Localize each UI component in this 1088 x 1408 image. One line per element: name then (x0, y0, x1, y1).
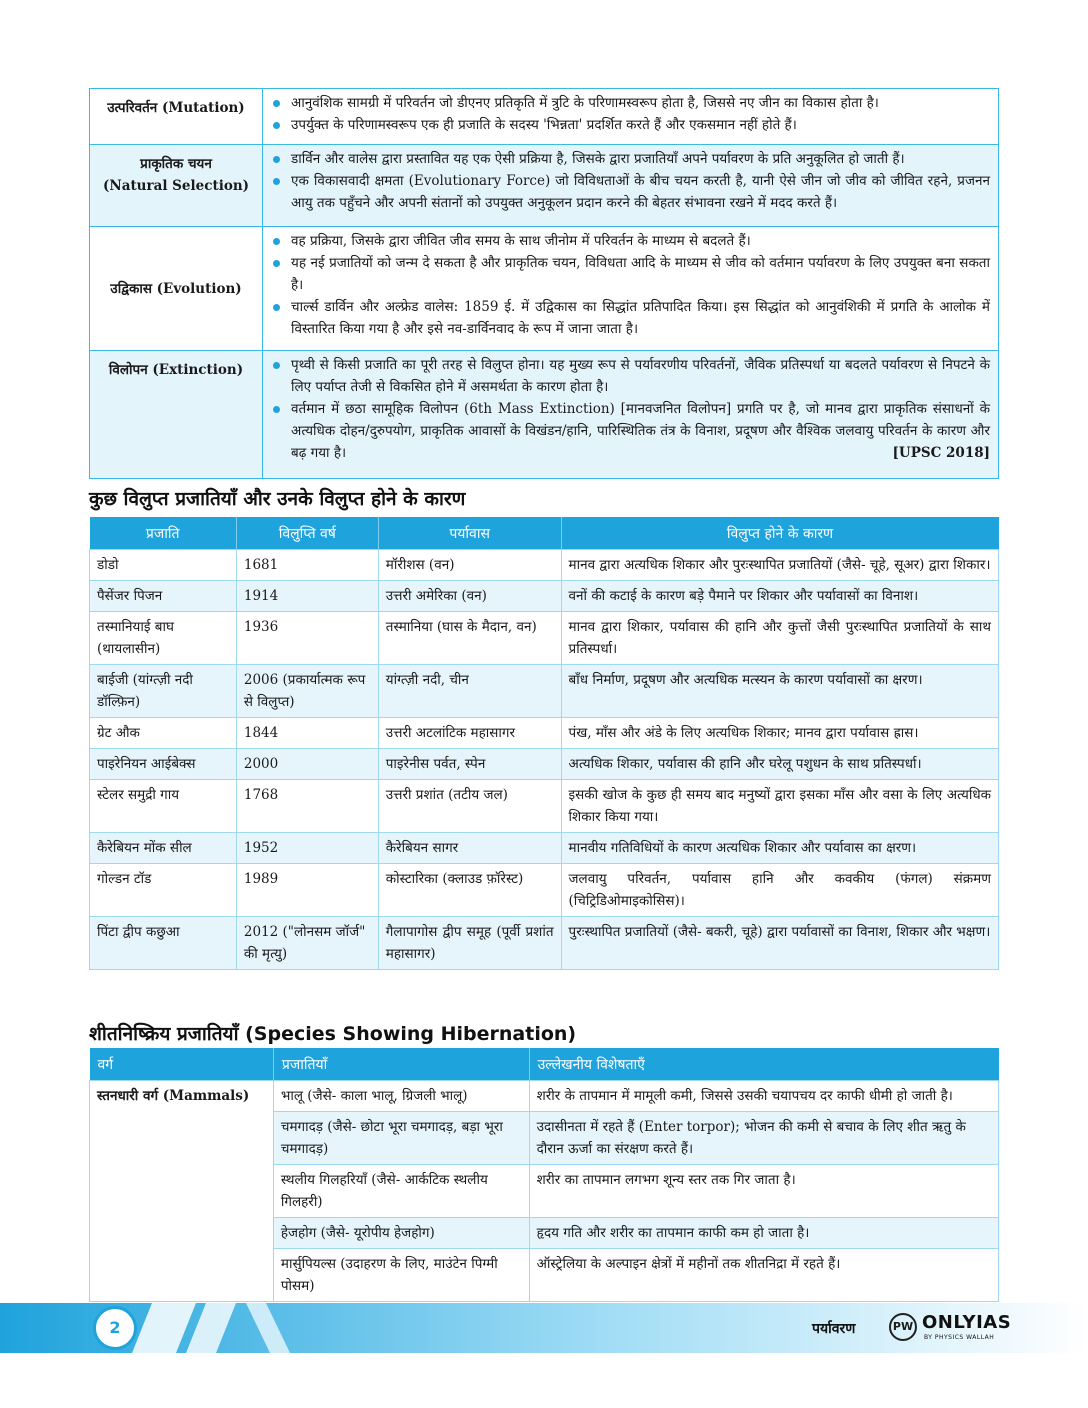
concept-row (90, 351, 999, 479)
hibernating-species-cell: स्थलीय गिलहरियाँ (जैसे- आर्कटिक स्थलीय गिलहरी) (273, 1165, 529, 1218)
table-row (90, 864, 999, 917)
hibernation-table (89, 1048, 999, 1302)
concept-term: विलोपन (Extinction) (90, 351, 263, 479)
species-cell: डोडो (90, 550, 237, 581)
column-header: वर्ग (90, 1048, 274, 1081)
habitat-cell: मॉरीशस (वन) (378, 550, 561, 581)
table-row (90, 612, 999, 665)
habitat-cell: तस्मानिया (घास के मैदान, वन) (378, 612, 561, 665)
reason-cell: बाँध निर्माण, प्रदूषण और अत्यधिक मत्स्यन के कारण पर्यावासों का क्षरण। (561, 665, 998, 718)
extinction-year-cell: 1952 (236, 833, 378, 864)
feature-cell: ऑस्ट्रेलिया के अल्पाइन क्षेत्रों में महीनों तक शीतनिद्रा में रहते हैं। (529, 1249, 998, 1302)
extinction-year-cell: 1768 (236, 780, 378, 833)
table-header-row (90, 1048, 999, 1081)
habitat-cell: उत्तरी अटलांटिक महासागर (378, 718, 561, 749)
habitat-cell: पाइरेनीस पर्वत, स्पेन (378, 749, 561, 780)
bullet-point: वह प्रक्रिया, जिसके द्वारा जीवित जीव समय के साथ जीनोम में परिवर्तन के माध्यम से बदलते हैं। (271, 230, 990, 252)
brand-logo: ONLYIAS (922, 1312, 1012, 1333)
upsc-citation: [UPSC 2018] (892, 445, 990, 461)
extinction-year-cell: 1936 (236, 612, 378, 665)
bullet-point: वर्तमान में छठा सामूहिक विलोपन (6th Mass Extinction) [मानवजनित विलोपन] प्रगति पर है, जो मानव द्वारा प्राकृतिक संसाधनों के अत्यधिक दोहन/दुरुपयोग, प्राकृतिक आवासों के विखंडन/हानि, पारिस्थितिक तंत्र के विनाश, प्रदूषण और वैश्विक जलवायु परिवर्तन के कारण और बढ़ गया है। [UPSC 2018] (271, 398, 990, 464)
concept-row (90, 89, 999, 145)
species-cell: ग्रेट औक (90, 718, 237, 749)
species-cell: पिंटा द्वीप कछुआ (90, 917, 237, 970)
table-row (90, 665, 999, 718)
page-number: 2 (93, 1306, 137, 1350)
concept-description (263, 351, 999, 479)
extinct-species-table (89, 517, 999, 970)
bullet-point: डार्विन और वालेस द्वारा प्रस्तावित यह एक ऐसी प्रक्रिया है, जिसके द्वारा प्रजातियाँ अपने पर्यावरण के प्रति अनुकूलित हो जाती हैं। (271, 148, 990, 170)
reason-cell: इसकी खोज के कुछ ही समय बाद मनुष्यों द्वारा इसका माँस और वसा के लिए अत्यधिक शिकार किया गया। (561, 780, 998, 833)
extinct-species-heading: कुछ विलुप्त प्रजातियाँ और उनके विलुप्त होने के कारण (89, 488, 466, 510)
feature-cell: शरीर के तापमान में मामूली कमी, जिससे उसकी चयापचय दर काफी धीमी हो जाती है। (529, 1081, 998, 1112)
extinction-year-cell: 1914 (236, 581, 378, 612)
species-cell: गोल्डन टॉड (90, 864, 237, 917)
column-header: विलुप्ति वर्ष (236, 517, 378, 550)
bullet-point: एक विकासवादी क्षमता (Evolutionary Force) जो विविधताओं के बीच चयन करती है, यानी ऐसे जीन जो जीव को जीवित रहने, प्रजनन आयु तक पहुँचने और अपनी संतानों को उपयुक्त अनुकूलन प्रदान करने की बेहतर संभावना रखने में मदद करते हैं। (271, 170, 990, 214)
concept-definitions-table (89, 88, 999, 479)
species-cell: पाइरेनियन आईबेक्स (90, 749, 237, 780)
concept-row (90, 227, 999, 351)
extinction-year-cell: 2000 (236, 749, 378, 780)
bullet-point: उपर्युक्त के परिणामस्वरूप एक ही प्रजाति के सदस्य 'भिन्नता' प्रदर्शित करते हैं और एकसमान नहीं होते हैं। (271, 114, 990, 136)
reason-cell: जलवायु परिवर्तन, पर्यावास हानि और कवकीय (फंगल) संक्रमण (चिट्रिडिओमाइकोसिस)। (561, 864, 998, 917)
concept-row (90, 145, 999, 227)
concept-term: उद्विकास (Evolution) (90, 227, 263, 351)
class-group-cell: स्तनधारी वर्ग (Mammals) (90, 1081, 274, 1302)
species-cell: कैरेबियन मोंक सील (90, 833, 237, 864)
column-header: प्रजातियाँ (273, 1048, 529, 1081)
hibernating-species-cell: मार्सुपियल्स (उदाहरण के लिए, माउंटेन पिग्मी पोसम) (273, 1249, 529, 1302)
species-cell: तस्मानियाई बाघ (थायलासीन) (90, 612, 237, 665)
table-row (90, 833, 999, 864)
pw-logo-icon: PW (889, 1313, 917, 1341)
concept-description (263, 89, 999, 145)
table-row (90, 780, 999, 833)
table-row (90, 917, 999, 970)
column-header: उल्लेखनीय विशेषताएँ (529, 1048, 998, 1081)
concept-term: प्राकृतिक चयन (Natural Selection) (90, 145, 263, 227)
extinction-year-cell: 1989 (236, 864, 378, 917)
column-header: विलुप्त होने के कारण (561, 517, 998, 550)
species-cell: पैसेंजर पिजन (90, 581, 237, 612)
table-row (90, 718, 999, 749)
table-row (90, 1081, 999, 1112)
bullet-point: आनुवंशिक सामग्री में परिवर्तन जो डीएनए प्रतिकृति में त्रुटि के परिणामस्वरूप होता है, जिससे नए जीन का विकास होता है। (271, 92, 990, 114)
table-row (90, 581, 999, 612)
subject-label: पर्यावरण (812, 1321, 856, 1337)
hibernating-species-cell: चमगादड़ (जैसे- छोटा भूरा चमगादड़, बड़ा भूरा चमगादड़) (273, 1112, 529, 1165)
concept-description (263, 227, 999, 351)
bullet-point: यह नई प्रजातियों को जन्म दे सकता है और प्राकृतिक चयन, विविधता आदि के माध्यम से जीव को वर्तमान पर्यावरण के लिए उपयुक्त बना सकता है। (271, 252, 990, 296)
table-header-row (90, 517, 999, 550)
table-row (90, 749, 999, 780)
extinction-year-cell: 2006 (प्रकार्यात्मक रूप से विलुप्त) (236, 665, 378, 718)
concept-term: उत्परिवर्तन (Mutation) (90, 89, 263, 145)
reason-cell: मानवीय गतिविधियों के कारण अत्यधिक शिकार और पर्यावास का क्षरण। (561, 833, 998, 864)
hibernating-species-cell: हेजहोग (जैसे- यूरोपीय हेजहोग) (273, 1218, 529, 1249)
reason-cell: अत्यधिक शिकार, पर्यावास की हानि और घरेलू पशुधन के साथ प्रतिस्पर्धा। (561, 749, 998, 780)
habitat-cell: उत्तरी प्रशांत (तटीय जल) (378, 780, 561, 833)
reason-cell: पुरःस्थापित प्रजातियों (जैसे- बकरी, चूहे) द्वारा पर्यावासों का विनाश, शिकार और भक्षण। (561, 917, 998, 970)
bullet-point: चार्ल्स डार्विन और अल्फ्रेड वालेस: 1859 ई. में उद्विकास का सिद्धांत प्रतिपादित किया। इस सिद्धांत को आनुवंशिकी में प्रगति के आलोक में विस्तारित किया गया है और इसे नव-डार्विनवाद के रूप में जाना जाता है। (271, 296, 990, 340)
habitat-cell: यांग्त्ज़ी नदी, चीन (378, 665, 561, 718)
column-header: पर्यावास (378, 517, 561, 550)
extinction-year-cell: 1681 (236, 550, 378, 581)
page-footer (0, 1303, 1088, 1353)
habitat-cell: उत्तरी अमेरिका (वन) (378, 581, 561, 612)
extinction-year-cell: 1844 (236, 718, 378, 749)
extinction-year-cell: 2012 ("लोनसम जॉर्ज" की मृत्यु) (236, 917, 378, 970)
bullet-point: पृथ्वी से किसी प्रजाति का पूरी तरह से विलुप्त होना। यह मुख्य रूप से पर्यावरणीय परिवर्तनों, जैविक प्रतिस्पर्धा या बदलते पर्यावरण से निपटने के लिए पर्याप्त तेजी से विकसित होने में असमर्थता के कारण होता है। (271, 354, 990, 398)
feature-cell: हृदय गति और शरीर का तापमान काफी कम हो जाता है। (529, 1218, 998, 1249)
table-row (90, 550, 999, 581)
reason-cell: पंख, माँस और अंडे के लिए अत्यधिक शिकार; मानव द्वारा पर्यावास ह्रास। (561, 718, 998, 749)
reason-cell: मानव द्वारा अत्यधिक शिकार और पुरःस्थापित प्रजातियों (जैसे- चूहे, सूअर) द्वारा शिकार। (561, 550, 998, 581)
brand-tagline: BY PHYSICS WALLAH (924, 1334, 995, 1341)
habitat-cell: कोस्टारिका (क्लाउड फ़ॉरेस्ट) (378, 864, 561, 917)
reason-cell: मानव द्वारा शिकार, पर्यावास की हानि और कुत्तों जैसी पुरःस्थापित प्रजातियों के साथ प्रतिस्पर्धा। (561, 612, 998, 665)
habitat-cell: गैलापागोस द्वीप समूह (पूर्वी प्रशांत महासागर) (378, 917, 561, 970)
feature-cell: शरीर का तापमान लगभग शून्य स्तर तक गिर जाता है। (529, 1165, 998, 1218)
column-header: प्रजाति (90, 517, 237, 550)
hibernating-species-cell: भालू (जैसे- काला भालू, ग्रिजली भालू) (273, 1081, 529, 1112)
concept-description (263, 145, 999, 227)
reason-cell: वनों की कटाई के कारण बड़े पैमाने पर शिकार और पर्यावासों का विनाश। (561, 581, 998, 612)
feature-cell: उदासीनता में रहते हैं (Enter torpor); भोजन की कमी से बचाव के लिए शीत ऋतु के दौरान ऊर्जा का संरक्षण करते हैं। (529, 1112, 998, 1165)
species-cell: स्टेलर समुद्री गाय (90, 780, 237, 833)
habitat-cell: कैरेबियन सागर (378, 833, 561, 864)
species-cell: बाईजी (यांग्त्ज़ी नदी डॉल्फ़िन) (90, 665, 237, 718)
hibernation-heading: शीतनिष्क्रिय प्रजातियाँ (Species Showing Hibernation) (89, 1023, 577, 1045)
